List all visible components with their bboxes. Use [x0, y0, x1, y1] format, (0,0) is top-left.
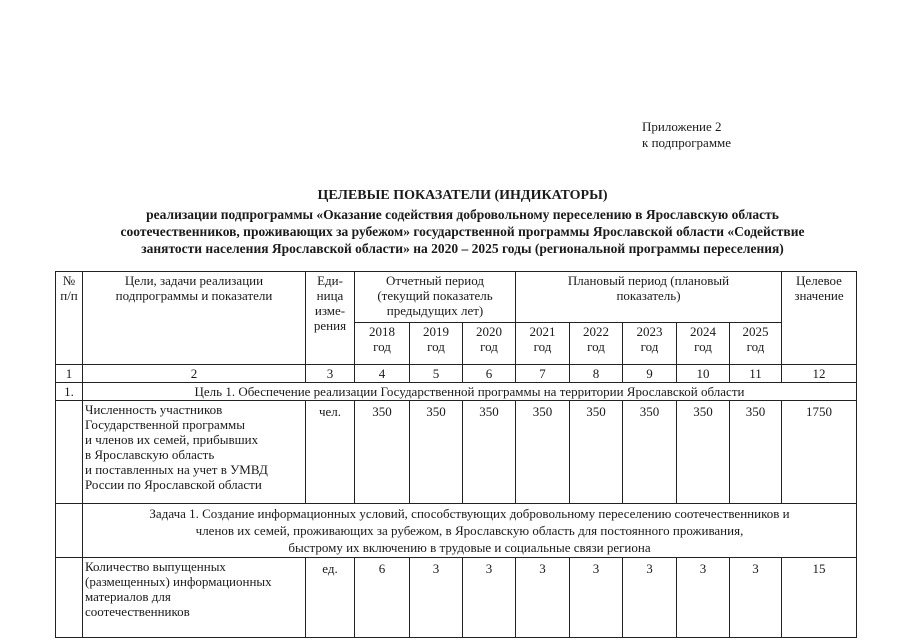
indicator-name [83, 401, 306, 504]
header-year-2024 [677, 323, 730, 365]
col-number: 7 [516, 365, 570, 383]
col-number: 12 [782, 365, 857, 383]
value-2021: 3 [516, 558, 570, 638]
task-text [83, 504, 857, 558]
value-2023: 3 [623, 558, 677, 638]
header-year-2020 [463, 323, 516, 365]
goal-row [56, 383, 857, 401]
indicator-name-text: Численность участников Государственной программы и членов их семей, прибывших в Ярославскую область и поставленных на учет в УМВД России по Ярославской области [85, 402, 268, 492]
col-number: 3 [306, 365, 355, 383]
year-label: 2023 год [636, 324, 663, 354]
indicator-unit: чел. [306, 401, 355, 504]
goal-number: 1. [56, 383, 83, 401]
row-number [56, 558, 83, 638]
year-label: 2022 год [583, 324, 609, 354]
task-row [56, 504, 857, 558]
row-number [56, 401, 83, 504]
value-2023: 350 [623, 401, 677, 504]
value-2025: 350 [730, 401, 782, 504]
indicators-table [55, 271, 857, 638]
value-2024: 3 [677, 558, 730, 638]
header-goals-text: Цели, задачи реализации подпрограммы и показатели [115, 273, 273, 303]
header-target [782, 272, 857, 365]
col-number: 1 [56, 365, 83, 383]
header-year-2025 [730, 323, 782, 365]
year-label: 2025 год [742, 324, 769, 354]
header-year-2022 [570, 323, 623, 365]
col-number: 11 [730, 365, 782, 383]
indicator-name [83, 558, 306, 638]
value-2020: 3 [463, 558, 516, 638]
header-reporting-period [355, 272, 516, 323]
col-number: 5 [410, 365, 463, 383]
target-value: 15 [782, 558, 857, 638]
indicator-name-text: Количество выпущенных (размещенных) информационных материалов для соотечественников [85, 559, 272, 619]
header-reporting-text: Отчетный период (текущий показатель предыдущих лет) [377, 273, 493, 318]
indicator-unit: ед. [306, 558, 355, 638]
appendix-line-1: Приложение 2 [642, 119, 722, 134]
goal-text: Цель 1. Обеспечение реализации Государственной программы на территории Ярославской области [83, 383, 857, 401]
header-year-2019 [410, 323, 463, 365]
header-year-2021 [516, 323, 570, 365]
column-numbers-row [56, 365, 857, 383]
header-num [56, 272, 83, 365]
appendix-note [642, 119, 731, 151]
value-2022: 3 [570, 558, 623, 638]
col-number: 10 [677, 365, 730, 383]
col-number: 8 [570, 365, 623, 383]
header-unit [306, 272, 355, 365]
appendix-line-2: к подпрограмме [642, 135, 732, 150]
title-subline-3: занятости населения Ярославской области» на 2020 – 2025 годы (региональной программы переселения) [141, 241, 784, 256]
indicator-row [56, 558, 857, 638]
value-2020: 350 [463, 401, 516, 504]
title-subline-1: реализации подпрограммы «Оказание содействия добровольному переселению в Ярославскую область [146, 207, 779, 222]
col-number: 4 [355, 365, 410, 383]
task-text-content: Задача 1. Создание информационных условий, способствующих добровольному переселению соотечественников и членов их семей, проживающих за рубежом, в Ярославскую область для постоянного проживания, быстрому их включению в трудовые и социальные связи региона [149, 506, 790, 555]
header-unit-text: Еди- ница изме- рения [313, 273, 347, 333]
document-title [40, 187, 885, 257]
header-planned-text: Плановый период (плановый показатель) [567, 273, 730, 303]
target-value: 1750 [782, 401, 857, 504]
year-label: 2020 год [476, 324, 502, 354]
value-2018: 350 [355, 401, 410, 504]
value-2021: 350 [516, 401, 570, 504]
header-year-2018 [355, 323, 410, 365]
value-2019: 3 [410, 558, 463, 638]
title-subline-2: соотечественников, проживающих за рубежом» государственной программы Ярославской области «Содействие [120, 224, 805, 239]
value-2018: 6 [355, 558, 410, 638]
header-target-text: Целевое значение [794, 273, 844, 303]
year-label: 2021 год [529, 324, 556, 354]
title-heading: ЦЕЛЕВЫЕ ПОКАЗАТЕЛИ (ИНДИКАТОРЫ) [317, 188, 608, 203]
value-2019: 350 [410, 401, 463, 504]
header-goals [83, 272, 306, 365]
col-number: 9 [623, 365, 677, 383]
year-label: 2024 год [690, 324, 716, 354]
value-2024: 350 [677, 401, 730, 504]
year-label: 2019 год [423, 324, 449, 354]
header-num-text: № п/п [60, 273, 78, 303]
col-number: 6 [463, 365, 516, 383]
indicator-row [56, 401, 857, 504]
value-2022: 350 [570, 401, 623, 504]
header-planned-period [516, 272, 782, 323]
header-year-2023 [623, 323, 677, 365]
year-label: 2018 год [369, 324, 395, 354]
value-2025: 3 [730, 558, 782, 638]
row-number [56, 504, 83, 558]
col-number: 2 [83, 365, 306, 383]
